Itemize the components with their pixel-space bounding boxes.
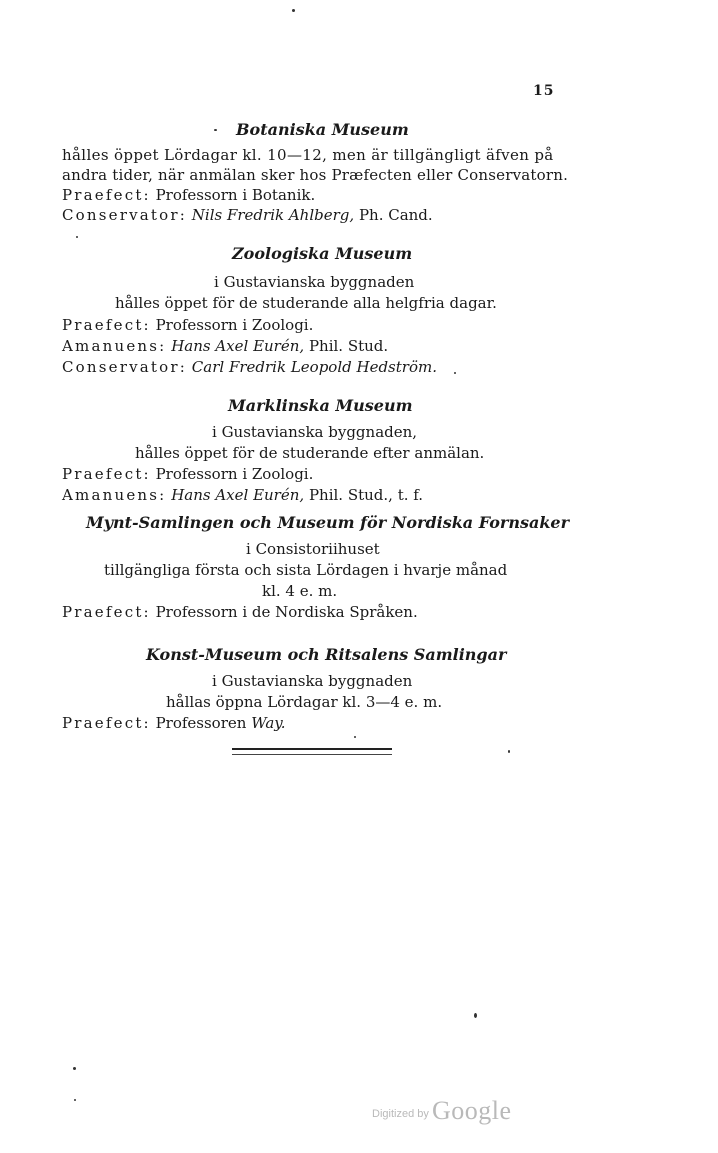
page-number: 15 bbox=[533, 83, 555, 99]
konst-heading: Konst-Museum och Ritsalens Samlingar bbox=[146, 645, 507, 664]
konst-praefect bbox=[62, 714, 286, 732]
mynt-line-2: tillgängliga första och sista Lördagen i hvarje månad bbox=[104, 561, 508, 579]
praefect-value: Professorn i de Nordiska Språken. bbox=[150, 603, 418, 621]
marklinska-heading: Marklinska Museum bbox=[228, 396, 413, 415]
mynt-praefect bbox=[62, 603, 418, 621]
print-speck bbox=[474, 1013, 477, 1018]
print-speck bbox=[76, 236, 78, 238]
mynt-line-3: kl. 4 e. m. bbox=[262, 582, 338, 600]
section-divider bbox=[232, 748, 392, 755]
conservator-name: Nils Fredrik Ahlberg, bbox=[187, 206, 355, 224]
mynt-line-1: i Consistoriihuset bbox=[246, 540, 380, 558]
amanuens-label: Amanuens: bbox=[62, 337, 167, 355]
print-speck bbox=[73, 1067, 76, 1070]
botaniska-praefect bbox=[62, 186, 315, 204]
print-speck bbox=[454, 372, 456, 374]
zoologiska-praefect bbox=[62, 316, 313, 334]
conservator-title: Ph. Cand. bbox=[354, 206, 433, 224]
zoologiska-line-2: hålles öppet för de studerande alla helgfria dagar. bbox=[115, 294, 497, 312]
amanuens-label: Amanuens: bbox=[62, 486, 167, 504]
conservator-name: Carl Fredrik Leopold Hedström. bbox=[187, 358, 437, 376]
konst-line-2: hållas öppna Lördagar kl. 3—4 e. m. bbox=[166, 693, 443, 711]
amanuens-title: Phil. Stud. bbox=[304, 337, 389, 355]
conservator-label: Conservator: bbox=[62, 206, 188, 224]
marklinska-line-2: hålles öppet för de studerande efter anmälan. bbox=[135, 444, 485, 462]
amanuens-name: Hans Axel Eurén, bbox=[166, 337, 305, 355]
zoologiska-amanuens bbox=[62, 337, 388, 355]
mynt-heading: Mynt-Samlingen och Museum för Nordiska Fornsaker bbox=[86, 513, 570, 532]
print-speck bbox=[354, 736, 356, 738]
botaniska-line-2: andra tider, när anmälan sker hos Præfecten eller Conservatorn. bbox=[62, 166, 569, 184]
zoologiska-conservator bbox=[62, 358, 437, 376]
praefect-label: Praefect: bbox=[62, 316, 151, 334]
praefect-value: Professorn i Botanik. bbox=[150, 186, 316, 204]
botaniska-line-1: hålles öppet Lördagar kl. 10—12, men är tillgängligt äfven på bbox=[62, 146, 554, 164]
praefect-name: Way. bbox=[251, 714, 286, 732]
praefect-value: Professoren bbox=[150, 714, 252, 732]
print-speck bbox=[214, 129, 217, 131]
conservator-label: Conservator: bbox=[62, 358, 188, 376]
zoologiska-line-1: i Gustavianska byggnaden bbox=[214, 273, 415, 291]
digitized-by-text: Digitized by bbox=[372, 1108, 429, 1120]
praefect-label: Praefect: bbox=[62, 186, 151, 204]
botaniska-heading: Botaniska Museum bbox=[236, 120, 409, 139]
zoologiska-heading: Zoologiska Museum bbox=[232, 244, 413, 263]
print-speck bbox=[74, 1099, 76, 1101]
amanuens-title: Phil. Stud., t. f. bbox=[304, 486, 424, 504]
google-logo: Google bbox=[432, 1096, 512, 1125]
print-speck bbox=[292, 9, 295, 12]
botaniska-conservator bbox=[62, 206, 433, 224]
print-speck bbox=[508, 750, 510, 753]
amanuens-name: Hans Axel Eurén, bbox=[166, 486, 305, 504]
praefect-value: Professorn i Zoologi. bbox=[150, 465, 314, 483]
praefect-label: Praefect: bbox=[62, 465, 151, 483]
praefect-label: Praefect: bbox=[62, 714, 151, 732]
konst-line-1: i Gustavianska byggnaden bbox=[212, 672, 413, 690]
praefect-value: Professorn i Zoologi. bbox=[150, 316, 314, 334]
marklinska-amanuens bbox=[62, 486, 423, 504]
marklinska-line-1: i Gustavianska byggnaden, bbox=[212, 423, 418, 441]
praefect-label: Praefect: bbox=[62, 603, 151, 621]
marklinska-praefect bbox=[62, 465, 313, 483]
